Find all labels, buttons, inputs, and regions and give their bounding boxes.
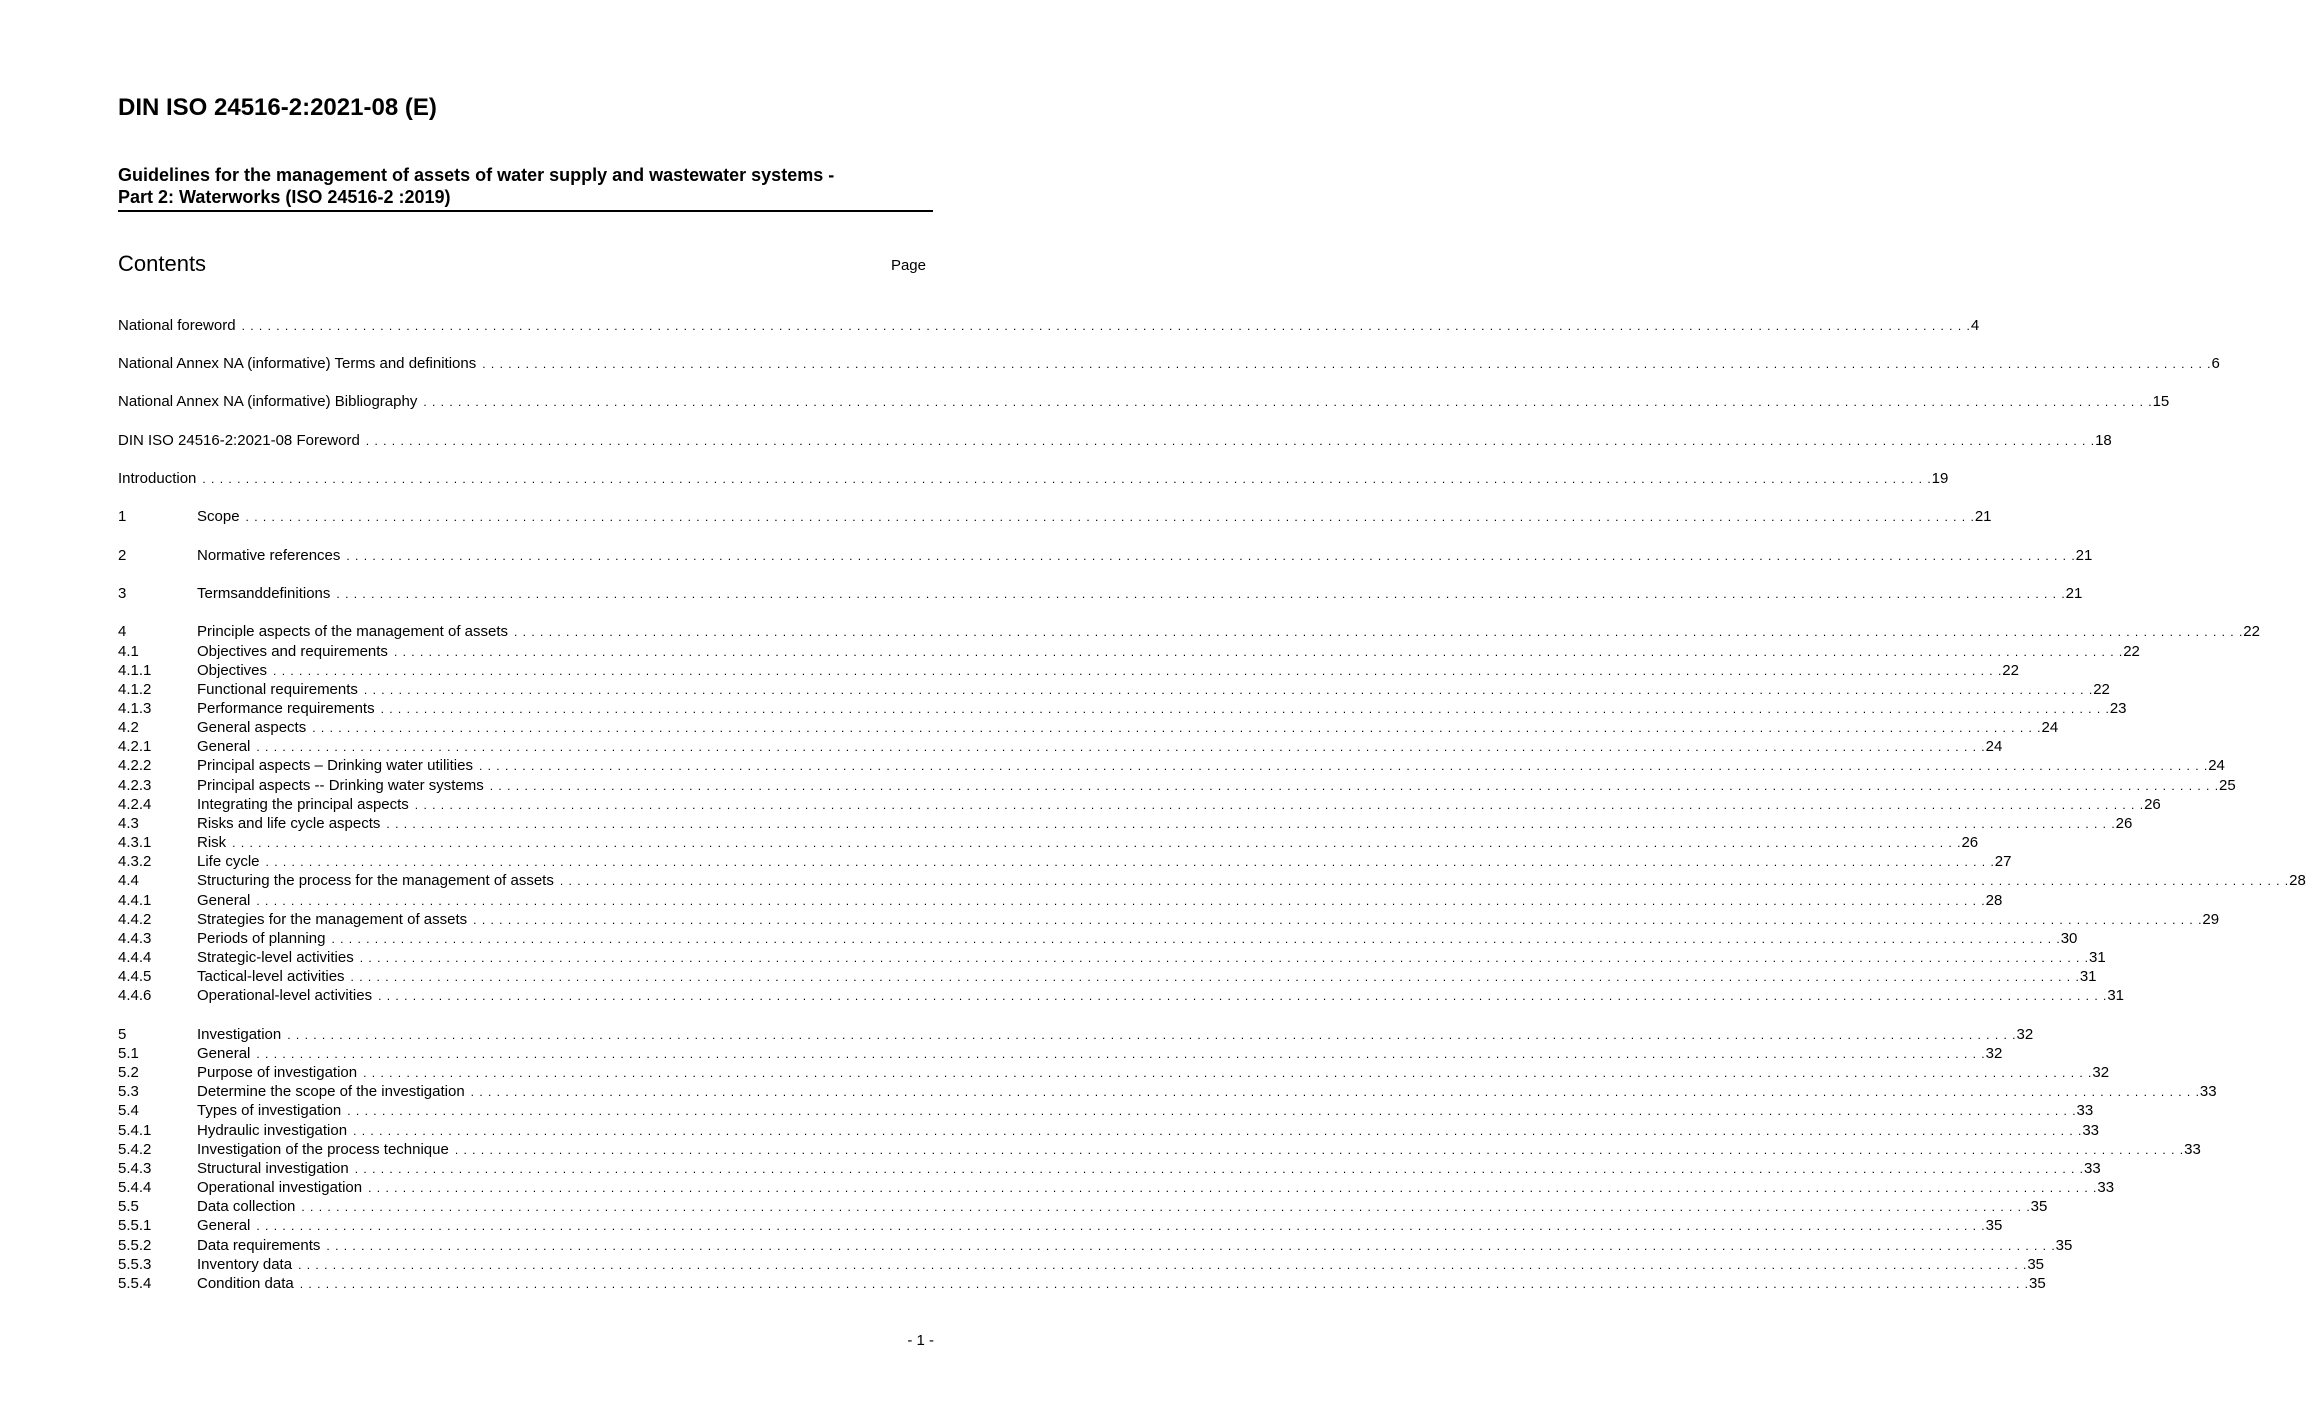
toc-dot-leader: . . . . . . . . . . . . . . . . . . . . . . . . . . . . . . . . . . . . . . . . . . . . . . . . . . . . . . . . . . . . . . . . . . . . . . . . . . . . . . . . . . . . . . . . . . . . . . . . . . . . . . . . . . . . . . . . . . . . . . . . . . . . . . . . . . . . . . . . . . . . . . . . . . . . . . . . . . . . . . . . . . . . . . . . . . . . . . . . . . . . . . . . . . . . . . . . . . . . . . . . xyxy=(256,894,1986,908)
toc-dot-leader: . . . . . . . . . . . . . . . . . . . . . . . . . . . . . . . . . . . . . . . . . . . . . . . . . . . . . . . . . . . . . . . . . . . . . . . . . . . . . . . . . . . . . . . . . . . . . . . . . . . . . . . . . . . . . . . . . . . . . . . . . . . . . . . . . . . . . . . . . . . . . . . . . . . . . . . . . . . . . . . . . . . . . . . . . . . . . . . . . . . . . . . . . . . . . . . . . . . . . . . . xyxy=(473,913,2203,927)
toc-dot-leader: . . . . . . . . . . . . . . . . . . . . . . . . . . . . . . . . . . . . . . . . . . . . . . . . . . . . . . . . . . . . . . . . . . . . . . . . . . . . . . . . . . . . . . . . . . . . . . . . . . . . . . . . . . . . . . . . . . . . . . . . . . . . . . . . . . . . . . . . . . . . . . . . . . . . . . . . . . . . . . . . . . . . . . . . . . . . . . . . . . . . . . . . . . . . . . . . . . . . . . . . xyxy=(514,625,2244,639)
toc-dot-leader: . . . . . . . . . . . . . . . . . . . . . . . . . . . . . . . . . . . . . . . . . . . . . . . . . . . . . . . . . . . . . . . . . . . . . . . . . . . . . . . . . . . . . . . . . . . . . . . . . . . . . . . . . . . . . . . . . . . . . . . . . . . . . . . . . . . . . . . . . . . . . . . . . . . . . . . . . . . . . . . . . . . . . . . . . . . . . . . . . . . . . . . . . . . . . . . . . . . . . . . . xyxy=(202,472,1932,486)
toc-dot-leader: . . . . . . . . . . . . . . . . . . . . . . . . . . . . . . . . . . . . . . . . . . . . . . . . . . . . . . . . . . . . . . . . . . . . . . . . . . . . . . . . . . . . . . . . . . . . . . . . . . . . . . . . . . . . . . . . . . . . . . . . . . . . . . . . . . . . . . . . . . . . . . . . . . . . . . . . . . . . . . . . . . . . . . . . . . . . . . . . . . . . . . . . . . . . . . . . . . . . . . . . xyxy=(423,395,2153,409)
toc-entry-number: 4.2.2 xyxy=(118,757,152,774)
toc-entry-title: General xyxy=(197,1045,251,1062)
toc-entry[interactable] xyxy=(118,1044,2003,1063)
toc-dot-leader: . . . . . . . . . . . . . . . . . . . . . . . . . . . . . . . . . . . . . . . . . . . . . . . . . . . . . . . . . . . . . . . . . . . . . . . . . . . . . . . . . . . . . . . . . . . . . . . . . . . . . . . . . . . . . . . . . . . . . . . . . . . . . . . . . . . . . . . . . . . . . . . . . . . . . . . . . . . . . . . . . . . . . . . . . . . . . . . . . . . . . . . . . . . . . . . . . . . . . . . . xyxy=(241,319,1971,333)
toc-entry-title: General xyxy=(197,1217,251,1234)
toc-dot-leader: . . . . . . . . . . . . . . . . . . . . . . . . . . . . . . . . . . . . . . . . . . . . . . . . . . . . . . . . . . . . . . . . . . . . . . . . . . . . . . . . . . . . . . . . . . . . . . . . . . . . . . . . . . . . . . . . . . . . . . . . . . . . . . . . . . . . . . . . . . . . . . . . . . . . . . . . . . . . . . . . . . . . . . . . . . . . . . . . . . . . . . . . . . . . . . . . . . . . . . . . xyxy=(559,874,2290,888)
toc-entry[interactable] xyxy=(118,1178,2115,1197)
toc-entry-page: 21 xyxy=(1974,508,1992,525)
toc-entry[interactable] xyxy=(118,1236,2073,1255)
toc-entry-page: 24 xyxy=(2208,757,2225,774)
toc-entry-page: 25 xyxy=(2219,777,2236,794)
toc-dot-leader: . . . . . . . . . . . . . . . . . . . . . . . . . . . . . . . . . . . . . . . . . . . . . . . . . . . . . . . . . . . . . . . . . . . . . . . . . . . . . . . . . . . . . . . . . . . . . . . . . . . . . . . . . . . . . . . . . . . . . . . . . . . . . . . . . . . . . . . . . . . . . . . . . . . . . . . . . . . . . . . . . . . . . . . . . . . . . . . . . . . . . . . . . . . . . . . . . . . . . . . . xyxy=(365,434,2096,448)
toc-entry[interactable] xyxy=(118,910,2220,929)
toc-entry-page: 33 xyxy=(2097,1179,2115,1196)
toc-dot-leader: . . . . . . . . . . . . . . . . . . . . . . . . . . . . . . . . . . . . . . . . . . . . . . . . . . . . . . . . . . . . . . . . . . . . . . . . . . . . . . . . . . . . . . . . . . . . . . . . . . . . . . . . . . . . . . . . . . . . . . . . . . . . . . . . . . . . . . . . . . . . . . . . . . . . . . . . . . . . . . . . . . . . . . . . . . . . . . . . . . . . . . . . . . . . . . . . . . . . . . . . xyxy=(232,836,1962,850)
toc-entry-title: General aspects xyxy=(197,719,307,736)
toc-entry-number: 5.4.2 xyxy=(118,1141,152,1158)
toc-dot-leader: . . . . . . . . . . . . . . . . . . . . . . . . . . . . . . . . . . . . . . . . . . . . . . . . . . . . . . . . . . . . . . . . . . . . . . . . . . . . . . . . . . . . . . . . . . . . . . . . . . . . . . . . . . . . . . . . . . . . . . . . . . . . . . . . . . . . . . . . . . . . . . . . . . . . . . . . . . . . . . . . . . . . . . . . . . . . . . . . . . . . . . . . . . . . . . . . . . . . . . . . xyxy=(363,683,2094,697)
toc-entry-page: 31 xyxy=(2079,968,2097,985)
toc-entry-title: Investigation of the process technique xyxy=(197,1141,449,1158)
toc-dot-leader: . . . . . . . . . . . . . . . . . . . . . . . . . . . . . . . . . . . . . . . . . . . . . . . . . . . . . . . . . . . . . . . . . . . . . . . . . . . . . . . . . . . . . . . . . . . . . . . . . . . . . . . . . . . . . . . . . . . . . . . . . . . . . . . . . . . . . . . . . . . . . . . . . . . . . . . . . . . . . . . . . . . . . . . . . . . . . . . . . . . . . . . . . . . . . . . . . . . . . . . . xyxy=(482,357,2212,371)
toc-entry-page: 22 xyxy=(2002,662,2019,679)
toc-entry-title: DIN ISO 24516-2:2021-08 Foreword xyxy=(118,432,360,449)
toc-dot-leader: . . . . . . . . . . . . . . . . . . . . . . . . . . . . . . . . . . . . . . . . . . . . . . . . . . . . . . . . . . . . . . . . . . . . . . . . . . . . . . . . . . . . . . . . . . . . . . . . . . . . . . . . . . . . . . . . . . . . . . . . . . . . . . . . . . . . . . . . . . . . . . . . . . . . . . . . . . . . . . . . . . . . . . . . . . . . . . . . . . . . . . . . . . . . . . . . . . . . . . . . xyxy=(273,664,2003,678)
footer-page-number: - 1 - xyxy=(907,1332,934,1349)
toc-entry-page: 18 xyxy=(2095,432,2112,449)
toc-entry[interactable] xyxy=(118,622,2260,641)
toc-entry-number: 4.4.1 xyxy=(118,892,152,909)
toc-entry-number: 4.1.1 xyxy=(118,662,152,679)
toc-entry-title: Strategies for the management of assets xyxy=(197,911,468,928)
toc-entry-number: 4.4.5 xyxy=(118,968,152,985)
toc-entry-title: Objectives and requirements xyxy=(197,643,388,660)
toc-entry-page: 24 xyxy=(2041,719,2059,736)
toc-entry-number: 2 xyxy=(118,547,127,564)
toc-entry-number: 5.5 xyxy=(118,1198,139,1215)
toc-entry[interactable] xyxy=(118,776,2236,795)
toc-entry-page: 33 xyxy=(2084,1160,2101,1177)
toc-dot-leader: . . . . . . . . . . . . . . . . . . . . . . . . . . . . . . . . . . . . . . . . . . . . . . . . . . . . . . . . . . . . . . . . . . . . . . . . . . . . . . . . . . . . . . . . . . . . . . . . . . . . . . . . . . . . . . . . . . . . . . . . . . . . . . . . . . . . . . . . . . . . . . . . . . . . . . . . . . . . . . . . . . . . . . . . . . . . . . . . . . . . . . . . . . . . . . . . . . . . . . . . xyxy=(393,645,2124,659)
toc-entry-number: 4.2.3 xyxy=(118,777,152,794)
toc-entry-number: 4.1 xyxy=(118,643,139,660)
toc-entry-title: Risks and life cycle aspects xyxy=(197,815,381,832)
toc-entry-number: 5.5.3 xyxy=(118,1256,152,1273)
toc-dot-leader: . . . . . . . . . . . . . . . . . . . . . . . . . . . . . . . . . . . . . . . . . . . . . . . . . . . . . . . . . . . . . . . . . . . . . . . . . . . . . . . . . . . . . . . . . . . . . . . . . . . . . . . . . . . . . . . . . . . . . . . . . . . . . . . . . . . . . . . . . . . . . . . . . . . . . . . . . . . . . . . . . . . . . . . . . . . . . . . . . . . . . . . . . . . . . . . . . . . . . . . . xyxy=(368,1181,2098,1195)
toc-entry-page: 6 xyxy=(2211,355,2220,372)
toc-entry-title: Purpose of investigation xyxy=(197,1064,358,1081)
toc-dot-leader: . . . . . . . . . . . . . . . . . . . . . . . . . . . . . . . . . . . . . . . . . . . . . . . . . . . . . . . . . . . . . . . . . . . . . . . . . . . . . . . . . . . . . . . . . . . . . . . . . . . . . . . . . . . . . . . . . . . . . . . . . . . . . . . . . . . . . . . . . . . . . . . . . . . . . . . . . . . . . . . . . . . . . . . . . . . . . . . . . . . . . . . . . . . . . . . . . . . . . . . . xyxy=(350,970,2080,984)
toc-entry-page: 32 xyxy=(2016,1026,2034,1043)
toc-entry-number: 5 xyxy=(118,1026,127,1043)
toc-entry[interactable] xyxy=(118,833,1979,852)
toc-entry-title: Structural investigation xyxy=(197,1160,349,1177)
toc-entry[interactable] xyxy=(118,1140,2201,1159)
toc-entry-number: 4.4.2 xyxy=(118,911,152,928)
toc-dot-leader: . . . . . . . . . . . . . . . . . . . . . . . . . . . . . . . . . . . . . . . . . . . . . . . . . . . . . . . . . . . . . . . . . . . . . . . . . . . . . . . . . . . . . . . . . . . . . . . . . . . . . . . . . . . . . . . . . . . . . . . . . . . . . . . . . . . . . . . . . . . . . . . . . . . . . . . . . . . . . . . . . . . . . . . . . . . . . . . . . . . . . . . . . . . . . . . . . . . . . . . . xyxy=(386,817,2116,831)
toc-entry-title: Tactical-level activities xyxy=(197,968,345,985)
toc-entry[interactable] xyxy=(118,584,2083,603)
toc-entry[interactable] xyxy=(118,1197,2048,1216)
toc-entry-page: 26 xyxy=(2115,815,2133,832)
toc-entry[interactable] xyxy=(118,1255,2045,1274)
toc-entry[interactable] xyxy=(118,948,2106,967)
subtitle-line-2: Part 2: Waterworks (ISO 24516-2 :2019) xyxy=(118,187,451,207)
toc-entry-number: 5.3 xyxy=(118,1083,139,1100)
toc-entry-page: 19 xyxy=(1931,470,1949,487)
toc-entry-page: 32 xyxy=(2092,1064,2110,1081)
toc-entry-title: Termsanddefinitions xyxy=(197,585,331,602)
toc-entry[interactable] xyxy=(118,469,1949,488)
toc-entry-page: 33 xyxy=(2199,1083,2217,1100)
subtitle-line-1: Guidelines for the management of assets of water supply and wastewater systems - xyxy=(118,165,835,185)
toc-entry-number: 4.3 xyxy=(118,815,139,832)
toc-entry-page: 24 xyxy=(1985,738,2003,755)
toc-entry-title: Objectives xyxy=(197,662,268,679)
toc-dot-leader: . . . . . . . . . . . . . . . . . . . . . . . . . . . . . . . . . . . . . . . . . . . . . . . . . . . . . . . . . . . . . . . . . . . . . . . . . . . . . . . . . . . . . . . . . . . . . . . . . . . . . . . . . . . . . . . . . . . . . . . . . . . . . . . . . . . . . . . . . . . . . . . . . . . . . . . . . . . . . . . . . . . . . . . . . . . . . . . . . . . . . . . . . . . . . . . . . . . . . . . . xyxy=(336,587,2066,601)
page-column-label: Page xyxy=(890,257,926,274)
toc-entry[interactable] xyxy=(118,1121,2100,1140)
toc-entry-title: Operational investigation xyxy=(197,1179,363,1196)
toc-entry[interactable] xyxy=(118,1216,2003,1235)
toc-entry[interactable] xyxy=(118,642,2140,661)
toc-entry-title: General xyxy=(197,892,251,909)
toc-entry-page: 21 xyxy=(2075,547,2093,564)
toc-entry[interactable] xyxy=(118,1101,2094,1120)
toc-entry-title: Introduction xyxy=(118,470,197,487)
toc-entry[interactable] xyxy=(118,699,2127,718)
toc-entry[interactable] xyxy=(118,1082,2217,1101)
toc-entry[interactable] xyxy=(118,354,2220,373)
contents-heading: Contents xyxy=(118,251,207,276)
toc-entry-title: Principle aspects of the management of assets xyxy=(197,623,509,640)
toc-dot-leader: . . . . . . . . . . . . . . . . . . . . . . . . . . . . . . . . . . . . . . . . . . . . . . . . . . . . . . . . . . . . . . . . . . . . . . . . . . . . . . . . . . . . . . . . . . . . . . . . . . . . . . . . . . . . . . . . . . . . . . . . . . . . . . . . . . . . . . . . . . . . . . . . . . . . . . . . . . . . . . . . . . . . . . . . . . . . . . . . . . . . . . . . . . . . . . . . . . . . . . . . xyxy=(346,549,2076,563)
toc-entry-page: 28 xyxy=(2289,872,2306,889)
toc-entry-page: 35 xyxy=(2029,1275,2046,1292)
toc-dot-leader: . . . . . . . . . . . . . . . . . . . . . . . . . . . . . . . . . . . . . . . . . . . . . . . . . . . . . . . . . . . . . . . . . . . . . . . . . . . . . . . . . . . . . . . . . . . . . . . . . . . . . . . . . . . . . . . . . . . . . . . . . . . . . . . . . . . . . . . . . . . . . . . . . . . . . . . . . . . . . . . . . . . . . . . . . . . . . . . . . . . . . . . . . . . . . . . . . . . . . . . . xyxy=(287,1028,2017,1042)
toc-dot-leader: . . . . . . . . . . . . . . . . . . . . . . . . . . . . . . . . . . . . . . . . . . . . . . . . . . . . . . . . . . . . . . . . . . . . . . . . . . . . . . . . . . . . . . . . . . . . . . . . . . . . . . . . . . . . . . . . . . . . . . . . . . . . . . . . . . . . . . . . . . . . . . . . . . . . . . . . . . . . . . . . . . . . . . . . . . . . . . . . . . . . . . . . . . . . . . . . . . . . . . . . xyxy=(359,951,2089,965)
toc-entry-page: 26 xyxy=(1961,834,1979,851)
toc-entry-number: 5.4.3 xyxy=(118,1160,152,1177)
toc-entry-page: 29 xyxy=(2202,911,2220,928)
document-title: DIN ISO 24516-2:2021-08 (E) xyxy=(118,94,437,121)
toc-entry-title: Periods of planning xyxy=(197,930,326,947)
toc-entry[interactable] xyxy=(118,431,2112,450)
toc-dot-leader: . . . . . . . . . . . . . . . . . . . . . . . . . . . . . . . . . . . . . . . . . . . . . . . . . . . . . . . . . . . . . . . . . . . . . . . . . . . . . . . . . . . . . . . . . . . . . . . . . . . . . . . . . . . . . . . . . . . . . . . . . . . . . . . . . . . . . . . . . . . . . . . . . . . . . . . . . . . . . . . . . . . . . . . . . . . . . . . . . . . . . . . . . . . . . . . . . . . . . . . . xyxy=(454,1143,2185,1157)
toc-entry[interactable] xyxy=(118,756,2225,775)
toc-entry-title: Types of investigation xyxy=(197,1102,342,1119)
toc-entry-number: 5.5.1 xyxy=(118,1217,152,1234)
toc-entry-number: 5.5.2 xyxy=(118,1237,152,1254)
toc-entry[interactable] xyxy=(118,891,2003,910)
toc-entry[interactable] xyxy=(118,871,2306,890)
toc-entry-number: 5.4.1 xyxy=(118,1122,152,1139)
toc-entry[interactable] xyxy=(118,929,2078,948)
toc-entry[interactable] xyxy=(118,1159,2101,1178)
toc-entry-title: Principal aspects – Drinking water utilities xyxy=(197,757,473,774)
toc-entry-number: 5.4 xyxy=(118,1102,139,1119)
toc-entry-number: 5.1 xyxy=(118,1045,139,1062)
toc-entry-page: 22 xyxy=(2243,623,2260,640)
toc-entry-number: 4.4.3 xyxy=(118,930,152,947)
toc-entry-number: 4 xyxy=(118,623,127,640)
toc-entry-page: 33 xyxy=(2082,1122,2100,1139)
toc-entry-number: 3 xyxy=(118,585,127,602)
toc-dot-leader: . . . . . . . . . . . . . . . . . . . . . . . . . . . . . . . . . . . . . . . . . . . . . . . . . . . . . . . . . . . . . . . . . . . . . . . . . . . . . . . . . . . . . . . . . . . . . . . . . . . . . . . . . . . . . . . . . . . . . . . . . . . . . . . . . . . . . . . . . . . . . . . . . . . . . . . . . . . . . . . . . . . . . . . . . . . . . . . . . . . . . . . . . . . . . . . . . . . . . . . . xyxy=(378,989,2108,1003)
toc-entry-page: 30 xyxy=(2060,930,2078,947)
toc-dot-leader: . . . . . . . . . . . . . . . . . . . . . . . . . . . . . . . . . . . . . . . . . . . . . . . . . . . . . . . . . . . . . . . . . . . . . . . . . . . . . . . . . . . . . . . . . . . . . . . . . . . . . . . . . . . . . . . . . . . . . . . . . . . . . . . . . . . . . . . . . . . . . . . . . . . . . . . . . . . . . . . . . . . . . . . . . . . . . . . . . . . . . . . . . . . . . . . . . . . . . . . . xyxy=(245,510,1975,524)
toc-entry[interactable] xyxy=(118,507,1992,526)
toc-entry-number: 4.3.1 xyxy=(118,834,152,851)
toc-dot-leader: . . . . . . . . . . . . . . . . . . . . . . . . . . . . . . . . . . . . . . . . . . . . . . . . . . . . . . . . . . . . . . . . . . . . . . . . . . . . . . . . . . . . . . . . . . . . . . . . . . . . . . . . . . . . . . . . . . . . . . . . . . . . . . . . . . . . . . . . . . . . . . . . . . . . . . . . . . . . . . . . . . . . . . . . . . . . . . . . . . . . . . . . . . . . . . . . . . . . . . . . xyxy=(312,721,2042,735)
toc-entry-title: Normative references xyxy=(197,547,341,564)
toc-entry-page: 28 xyxy=(1985,892,2003,909)
toc-entry-number: 4.4 xyxy=(118,872,139,889)
toc-dot-leader: . . . . . . . . . . . . . . . . . . . . . . . . . . . . . . . . . . . . . . . . . . . . . . . . . . . . . . . . . . . . . . . . . . . . . . . . . . . . . . . . . . . . . . . . . . . . . . . . . . . . . . . . . . . . . . . . . . . . . . . . . . . . . . . . . . . . . . . . . . . . . . . . . . . . . . . . . . . . . . . . . . . . . . . . . . . . . . . . . . . . . . . . . . . . . . . . . . . . . . . . xyxy=(347,1104,2077,1118)
toc-entry-title: Strategic-level activities xyxy=(197,949,354,966)
toc-entry[interactable] xyxy=(118,1025,2034,1044)
toc-entry[interactable] xyxy=(118,1063,2110,1082)
toc-entry-number: 1 xyxy=(118,508,127,525)
toc-dot-leader: . . . . . . . . . . . . . . . . . . . . . . . . . . . . . . . . . . . . . . . . . . . . . . . . . . . . . . . . . . . . . . . . . . . . . . . . . . . . . . . . . . . . . . . . . . . . . . . . . . . . . . . . . . . . . . . . . . . . . . . . . . . . . . . . . . . . . . . . . . . . . . . . . . . . . . . . . . . . . . . . . . . . . . . . . . . . . . . . . . . . . . . . . . . . . . . . . . . . . . . . xyxy=(363,1066,2093,1080)
toc-dot-leader: . . . . . . . . . . . . . . . . . . . . . . . . . . . . . . . . . . . . . . . . . . . . . . . . . . . . . . . . . . . . . . . . . . . . . . . . . . . . . . . . . . . . . . . . . . . . . . . . . . . . . . . . . . . . . . . . . . . . . . . . . . . . . . . . . . . . . . . . . . . . . . . . . . . . . . . . . . . . . . . . . . . . . . . . . . . . . . . . . . . . . . . . . . . . . . . . . . . . . . . . xyxy=(298,1258,2028,1272)
toc-entry-number: 4.4.6 xyxy=(118,987,152,1004)
toc-entry[interactable] xyxy=(118,852,2012,871)
toc-entry-title: Principal aspects -- Drinking water systems xyxy=(197,777,484,794)
toc-entry-number: 5.2 xyxy=(118,1064,139,1081)
toc-entry-number: 4.1.2 xyxy=(118,681,152,698)
toc-dot-leader: . . . . . . . . . . . . . . . . . . . . . . . . . . . . . . . . . . . . . . . . . . . . . . . . . . . . . . . . . . . . . . . . . . . . . . . . . . . . . . . . . . . . . . . . . . . . . . . . . . . . . . . . . . . . . . . . . . . . . . . . . . . . . . . . . . . . . . . . . . . . . . . . . . . . . . . . . . . . . . . . . . . . . . . . . . . . . . . . . . . . . . . . . . . . . . . . . . . . . . . . xyxy=(380,702,2110,716)
toc-entry-page: 35 xyxy=(1985,1217,2003,1234)
toc-entry[interactable] xyxy=(118,795,2161,814)
toc-entry-title: Structuring the process for the management of assets xyxy=(197,872,554,889)
toc-entry[interactable] xyxy=(118,392,2170,411)
toc-dot-leader: . . . . . . . . . . . . . . . . . . . . . . . . . . . . . . . . . . . . . . . . . . . . . . . . . . . . . . . . . . . . . . . . . . . . . . . . . . . . . . . . . . . . . . . . . . . . . . . . . . . . . . . . . . . . . . . . . . . . . . . . . . . . . . . . . . . . . . . . . . . . . . . . . . . . . . . . . . . . . . . . . . . . . . . . . . . . . . . . . . . . . . . . . . . . . . . . . . . . . . . . xyxy=(353,1124,2083,1138)
toc-entry-title: Data requirements xyxy=(197,1237,321,1254)
toc-entry-number: 4.4.4 xyxy=(118,949,152,966)
toc-entry-number: 4.1.3 xyxy=(118,700,152,717)
toc-entry-page: 35 xyxy=(2027,1256,2045,1273)
toc-entry[interactable] xyxy=(118,680,2110,699)
toc-entry-title: Operational-level activities xyxy=(197,987,373,1004)
toc-dot-leader: . . . . . . . . . . . . . . . . . . . . . . . . . . . . . . . . . . . . . . . . . . . . . . . . . . . . . . . . . . . . . . . . . . . . . . . . . . . . . . . . . . . . . . . . . . . . . . . . . . . . . . . . . . . . . . . . . . . . . . . . . . . . . . . . . . . . . . . . . . . . . . . . . . . . . . . . . . . . . . . . . . . . . . . . . . . . . . . . . . . . . . . . . . . . . . . . . . . . . . . . xyxy=(256,1047,1986,1061)
toc-entry-title: National Annex NA (informative) Terms and definitions xyxy=(118,355,477,372)
toc-entry-title: Functional requirements xyxy=(197,681,358,698)
toc-entry-page: 4 xyxy=(1970,317,1980,334)
toc-dot-leader: . . . . . . . . . . . . . . . . . . . . . . . . . . . . . . . . . . . . . . . . . . . . . . . . . . . . . . . . . . . . . . . . . . . . . . . . . . . . . . . . . . . . . . . . . . . . . . . . . . . . . . . . . . . . . . . . . . . . . . . . . . . . . . . . . . . . . . . . . . . . . . . . . . . . . . . . . . . . . . . . . . . . . . . . . . . . . . . . . . . . . . . . . . . . . . . . . . . . . . . . xyxy=(256,740,1986,754)
toc-dot-leader: . . . . . . . . . . . . . . . . . . . . . . . . . . . . . . . . . . . . . . . . . . . . . . . . . . . . . . . . . . . . . . . . . . . . . . . . . . . . . . . . . . . . . . . . . . . . . . . . . . . . . . . . . . . . . . . . . . . . . . . . . . . . . . . . . . . . . . . . . . . . . . . . . . . . . . . . . . . . . . . . . . . . . . . . . . . . . . . . . . . . . . . . . . . . . . . . . . . . . . . . xyxy=(265,855,1995,869)
toc-entry[interactable] xyxy=(118,718,2059,737)
toc-entry-page: 33 xyxy=(2184,1141,2201,1158)
toc-entry-title: National Annex NA (informative) Bibliography xyxy=(118,393,418,410)
toc-entry-number: 4.2 xyxy=(118,719,139,736)
toc-entry-title: Data collection xyxy=(197,1198,296,1215)
toc-entry-page: 21 xyxy=(2065,585,2083,602)
toc-entry-page: 35 xyxy=(2030,1198,2048,1215)
toc-entry-number: 4.2.1 xyxy=(118,738,152,755)
toc-dot-leader: . . . . . . . . . . . . . . . . . . . . . . . . . . . . . . . . . . . . . . . . . . . . . . . . . . . . . . . . . . . . . . . . . . . . . . . . . . . . . . . . . . . . . . . . . . . . . . . . . . . . . . . . . . . . . . . . . . . . . . . . . . . . . . . . . . . . . . . . . . . . . . . . . . . . . . . . . . . . . . . . . . . . . . . . . . . . . . . . . . . . . . . . . . . . . . . . . . . . . . . . xyxy=(489,779,2220,793)
toc-entry-title: Condition data xyxy=(197,1275,294,1292)
toc-entry-page: 23 xyxy=(2109,700,2127,717)
toc-entry[interactable] xyxy=(118,814,2133,833)
toc-dot-leader: . . . . . . . . . . . . . . . . . . . . . . . . . . . . . . . . . . . . . . . . . . . . . . . . . . . . . . . . . . . . . . . . . . . . . . . . . . . . . . . . . . . . . . . . . . . . . . . . . . . . . . . . . . . . . . . . . . . . . . . . . . . . . . . . . . . . . . . . . . . . . . . . . . . . . . . . . . . . . . . . . . . . . . . . . . . . . . . . . . . . . . . . . . . . . . . . . . . . . . . . xyxy=(331,932,2061,946)
toc-entry-title: Inventory data xyxy=(197,1256,293,1273)
toc-dot-leader: . . . . . . . . . . . . . . . . . . . . . . . . . . . . . . . . . . . . . . . . . . . . . . . . . . . . . . . . . . . . . . . . . . . . . . . . . . . . . . . . . . . . . . . . . . . . . . . . . . . . . . . . . . . . . . . . . . . . . . . . . . . . . . . . . . . . . . . . . . . . . . . . . . . . . . . . . . . . . . . . . . . . . . . . . . . . . . . . . . . . . . . . . . . . . . . . . . . . . . . . xyxy=(478,759,2209,773)
toc-entry-title: Investigation xyxy=(197,1026,282,1043)
toc-entry-page: 32 xyxy=(1985,1045,2003,1062)
toc-entry[interactable] xyxy=(118,661,2019,680)
toc-entry-title: Scope xyxy=(197,508,240,525)
toc-entry-page: 33 xyxy=(2076,1102,2094,1119)
toc-entry[interactable] xyxy=(118,316,1980,335)
toc-entry-page: 22 xyxy=(2123,643,2140,660)
toc-entry-title: Integrating the principal aspects xyxy=(197,796,409,813)
toc-entry-page: 27 xyxy=(1994,853,2012,870)
toc-entry[interactable] xyxy=(118,1274,2046,1293)
toc-entry-page: 22 xyxy=(2093,681,2110,698)
toc-entry[interactable] xyxy=(118,546,2093,565)
toc-dot-leader: . . . . . . . . . . . . . . . . . . . . . . . . . . . . . . . . . . . . . . . . . . . . . . . . . . . . . . . . . . . . . . . . . . . . . . . . . . . . . . . . . . . . . . . . . . . . . . . . . . . . . . . . . . . . . . . . . . . . . . . . . . . . . . . . . . . . . . . . . . . . . . . . . . . . . . . . . . . . . . . . . . . . . . . . . . . . . . . . . . . . . . . . . . . . . . . . . . . . . . . . xyxy=(470,1085,2200,1099)
toc-dot-leader: . . . . . . . . . . . . . . . . . . . . . . . . . . . . . . . . . . . . . . . . . . . . . . . . . . . . . . . . . . . . . . . . . . . . . . . . . . . . . . . . . . . . . . . . . . . . . . . . . . . . . . . . . . . . . . . . . . . . . . . . . . . . . . . . . . . . . . . . . . . . . . . . . . . . . . . . . . . . . . . . . . . . . . . . . . . . . . . . . . . . . . . . . . . . . . . . . . . . . . . . xyxy=(301,1200,2031,1214)
table-of-contents xyxy=(118,0,2306,1403)
toc-entry-title: National foreword xyxy=(118,317,236,334)
toc-entry-title: Hydraulic investigation xyxy=(197,1122,348,1139)
toc-entry[interactable] xyxy=(118,737,2003,756)
toc-entry-page: 35 xyxy=(2055,1237,2073,1254)
toc-entry-title: General xyxy=(197,738,251,755)
toc-dot-leader: . . . . . . . . . . . . . . . . . . . . . . . . . . . . . . . . . . . . . . . . . . . . . . . . . . . . . . . . . . . . . . . . . . . . . . . . . . . . . . . . . . . . . . . . . . . . . . . . . . . . . . . . . . . . . . . . . . . . . . . . . . . . . . . . . . . . . . . . . . . . . . . . . . . . . . . . . . . . . . . . . . . . . . . . . . . . . . . . . . . . . . . . . . . . . . . . . . . . . . . . xyxy=(256,1219,1986,1233)
toc-entry-page: 31 xyxy=(2107,987,2125,1004)
toc-dot-leader: . . . . . . . . . . . . . . . . . . . . . . . . . . . . . . . . . . . . . . . . . . . . . . . . . . . . . . . . . . . . . . . . . . . . . . . . . . . . . . . . . . . . . . . . . . . . . . . . . . . . . . . . . . . . . . . . . . . . . . . . . . . . . . . . . . . . . . . . . . . . . . . . . . . . . . . . . . . . . . . . . . . . . . . . . . . . . . . . . . . . . . . . . . . . . . . . . . . . . . . . xyxy=(299,1277,2030,1291)
toc-entry-number: 5.4.4 xyxy=(118,1179,152,1196)
toc-dot-leader: . . . . . . . . . . . . . . . . . . . . . . . . . . . . . . . . . . . . . . . . . . . . . . . . . . . . . . . . . . . . . . . . . . . . . . . . . . . . . . . . . . . . . . . . . . . . . . . . . . . . . . . . . . . . . . . . . . . . . . . . . . . . . . . . . . . . . . . . . . . . . . . . . . . . . . . . . . . . . . . . . . . . . . . . . . . . . . . . . . . . . . . . . . . . . . . . . . . . . . . . xyxy=(414,798,2145,812)
toc-dot-leader: . . . . . . . . . . . . . . . . . . . . . . . . . . . . . . . . . . . . . . . . . . . . . . . . . . . . . . . . . . . . . . . . . . . . . . . . . . . . . . . . . . . . . . . . . . . . . . . . . . . . . . . . . . . . . . . . . . . . . . . . . . . . . . . . . . . . . . . . . . . . . . . . . . . . . . . . . . . . . . . . . . . . . . . . . . . . . . . . . . . . . . . . . . . . . . . . . . . . . . . . xyxy=(354,1162,2085,1176)
toc-entry-number: 4.3.2 xyxy=(118,853,152,870)
toc-entry-title: Performance requirements xyxy=(197,700,375,717)
toc-dot-leader: . . . . . . . . . . . . . . . . . . . . . . . . . . . . . . . . . . . . . . . . . . . . . . . . . . . . . . . . . . . . . . . . . . . . . . . . . . . . . . . . . . . . . . . . . . . . . . . . . . . . . . . . . . . . . . . . . . . . . . . . . . . . . . . . . . . . . . . . . . . . . . . . . . . . . . . . . . . . . . . . . . . . . . . . . . . . . . . . . . . . . . . . . . . . . . . . . . . . . . . . xyxy=(326,1239,2056,1253)
toc-entry-number: 4.2.4 xyxy=(118,796,152,813)
toc-entry[interactable] xyxy=(118,967,2097,986)
toc-entry-title: Determine the scope of the investigation xyxy=(197,1083,465,1100)
toc-entry-title: Risk xyxy=(197,834,227,851)
toc-entry-number: 5.5.4 xyxy=(118,1275,152,1292)
toc-entry-title: Life cycle xyxy=(197,853,260,870)
toc-entry-page: 31 xyxy=(2089,949,2106,966)
toc-entry[interactable] xyxy=(118,986,2125,1005)
toc-entry-page: 26 xyxy=(2144,796,2161,813)
toc-entry-page: 15 xyxy=(2152,393,2170,410)
